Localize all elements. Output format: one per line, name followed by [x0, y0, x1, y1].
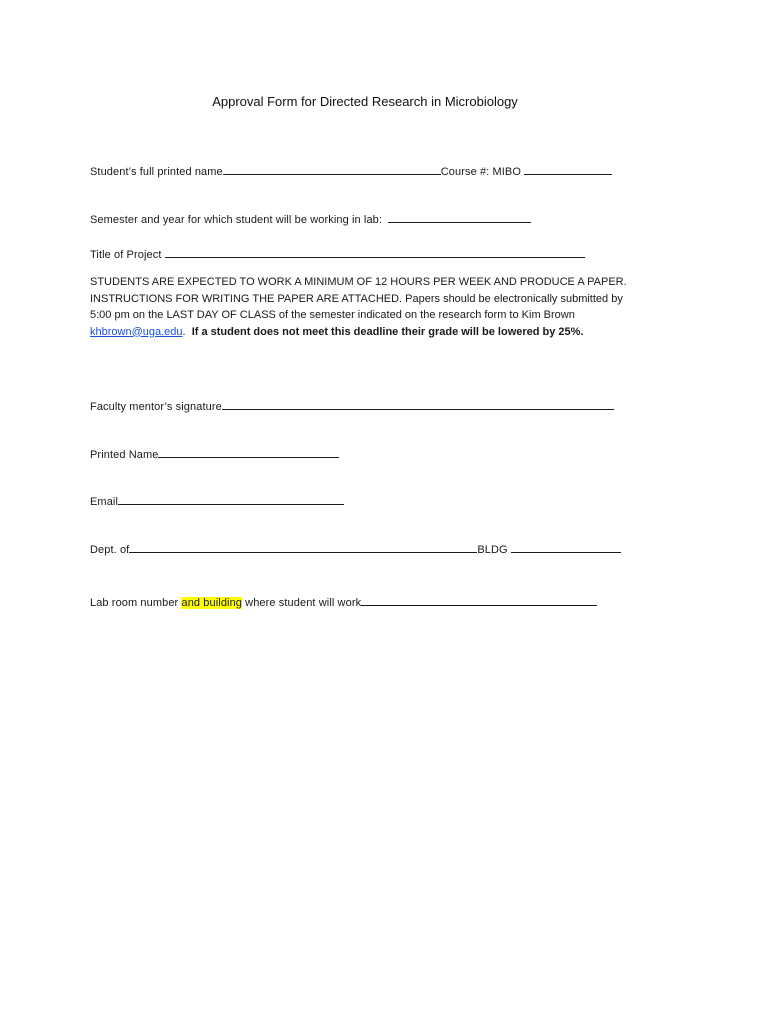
semester-row — [90, 211, 531, 226]
printed-name-field[interactable] — [158, 446, 339, 458]
printed-name-label: Printed Name — [90, 449, 159, 461]
page-title: Approval Form for Directed Research in Microbiology — [212, 94, 518, 109]
bldg-label: BLDG — [477, 544, 508, 556]
dept-row — [90, 541, 621, 556]
printed-name-row — [90, 446, 339, 461]
dept-field[interactable] — [129, 541, 477, 553]
instructions-line-4 — [90, 324, 650, 341]
student-name-row — [90, 163, 612, 178]
lab-room-label-prefix: Lab room number — [90, 597, 182, 609]
email-link[interactable]: khbrown@uga.edu — [90, 325, 183, 338]
mentor-signature-field[interactable] — [222, 398, 614, 410]
instructions-line-1: STUDENTS ARE EXPECTED TO WORK A MINIMUM OF 12 HOURS PER WEEK AND PRODUCE A PAPER. — [90, 276, 627, 288]
mentor-signature-row — [90, 398, 614, 413]
instructions-line-2: INSTRUCTIONS FOR WRITING THE PAPER ARE ATTACHED. Papers should be electronically submitted by — [90, 292, 623, 305]
project-title-row — [90, 246, 585, 261]
student-name-field[interactable] — [223, 163, 441, 175]
student-name-label: Student’s full printed name — [90, 166, 223, 178]
project-title-field[interactable] — [165, 246, 585, 258]
lab-room-row — [90, 594, 597, 609]
course-number-field[interactable] — [524, 163, 612, 175]
instructions-paragraph — [90, 274, 650, 340]
lab-room-field[interactable] — [361, 594, 597, 606]
email-label: Email — [90, 496, 119, 508]
mentor-signature-label: Faculty mentor’s signature — [90, 401, 222, 413]
project-title-label: Title of Project — [90, 249, 162, 261]
bldg-field[interactable] — [511, 541, 621, 553]
course-label: Course #: MIBO — [440, 166, 522, 178]
email-row — [90, 493, 344, 508]
instructions-line-3: 5:00 pm on the LAST DAY OF CLASS of the semester indicated on the research form to Kim Brown — [90, 309, 575, 321]
deadline-warning: If a student does not meet this deadline their grade will be lowered by 25%. — [191, 325, 584, 338]
semester-field[interactable] — [388, 211, 531, 223]
lab-room-label-highlight: and building — [181, 597, 243, 609]
semester-label: Semester and year for which student will be working in lab: — [90, 214, 383, 226]
period: . — [182, 325, 186, 338]
dept-label: Dept. of — [90, 544, 130, 556]
email-field[interactable] — [118, 493, 344, 505]
lab-room-label-suffix: where student will work — [242, 597, 362, 609]
